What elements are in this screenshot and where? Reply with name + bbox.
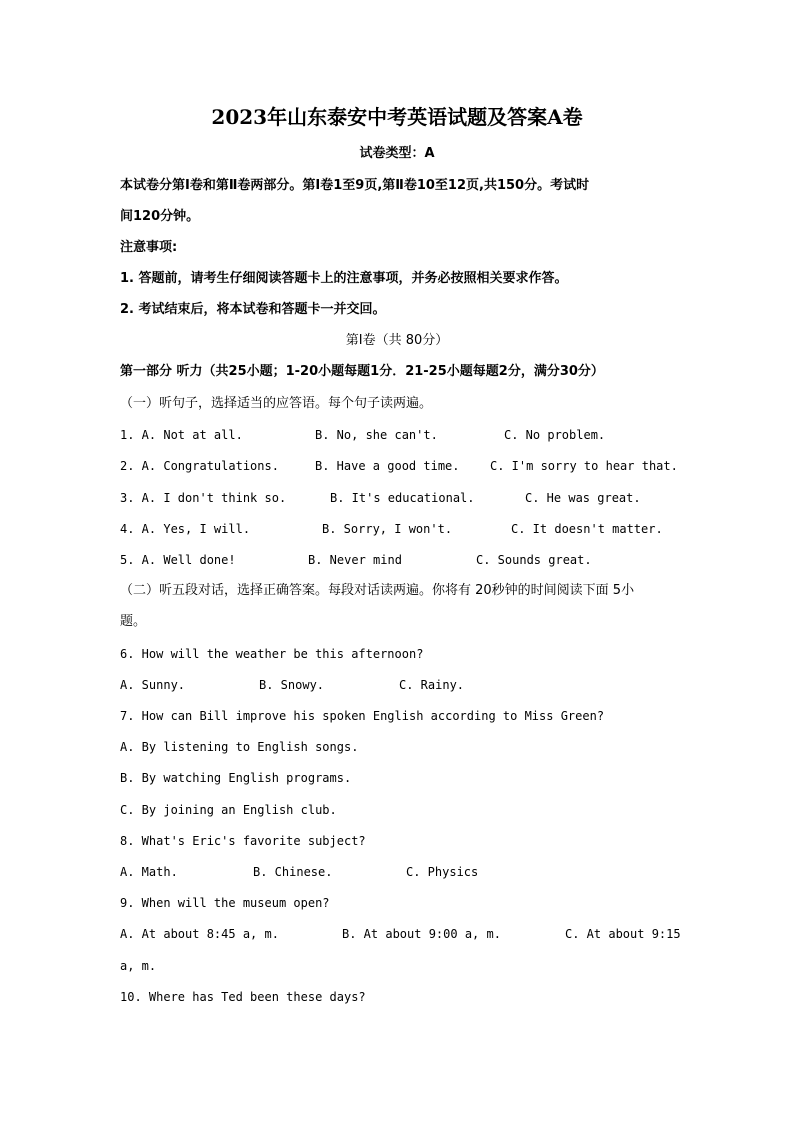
option-c: C. At about 9:15 [565, 927, 681, 941]
sub2-heading-line-1: （二）听五段对话，选择正确答案。每段对话读两遍。你将有 20秒钟的时间阅读下面 5小 [120, 583, 635, 598]
page-title: 2023年山东泰安中考英语试题及答案A卷 [211, 105, 583, 129]
question-7-option-b: B. By watching English programs. [120, 771, 352, 785]
intro-line-2: 间120分钟。 [120, 209, 200, 224]
part1-heading: 第Ⅰ卷（共 80分） [345, 333, 449, 348]
question-2 [120, 458, 720, 474]
question-8-stem: 8. What's Eric's favorite subject? [120, 834, 366, 848]
question-5 [120, 552, 720, 568]
option-c: C. Sounds great. [476, 553, 592, 567]
option-a: 3. A. I don't think so. [120, 491, 287, 505]
option-b: B. Have a good time. [315, 459, 460, 473]
question-3 [120, 490, 720, 506]
question-9-options [120, 926, 680, 942]
sub2-heading-line-2: 题。 [120, 614, 147, 629]
question-7-stem: 7. How can Bill improve his spoken English according to Miss Green? [120, 709, 605, 723]
option-b: B. Snowy. [259, 678, 325, 692]
question-9-stem: 9. When will the museum open? [120, 896, 330, 910]
option-a: A. Math. [120, 865, 178, 879]
notice-item-2: 2. 考试结束后，将本试卷和答题卡一并交回。 [120, 302, 386, 317]
option-a: A. At about 8:45 a, m. [120, 927, 279, 941]
question-6-options [120, 677, 720, 693]
question-7-option-a: A. By listening to English songs. [120, 740, 359, 754]
option-c: C. He was great. [525, 491, 641, 505]
question-8-options [120, 864, 720, 880]
option-c: C. Rainy. [399, 678, 465, 692]
option-a: 1. A. Not at all. [120, 428, 243, 442]
option-c: C. No problem. [504, 428, 606, 442]
question-9-option-c-continued: a, m. [120, 959, 157, 973]
question-7-option-c: C. By joining an English club. [120, 803, 337, 817]
option-a: 4. A. Yes, I will. [120, 522, 251, 536]
question-6-stem: 6. How will the weather be this afternoon? [120, 647, 424, 661]
option-b: B. Never mind [308, 553, 402, 567]
option-b: B. It's educational. [330, 491, 475, 505]
section1-heading: 第一部分 听力（共25小题；1-20小题每题1分．21-25小题每题2分，满分30分） [120, 364, 604, 379]
notice-heading: 注意事项: [120, 240, 178, 255]
option-b: B. At about 9:00 a, m. [342, 927, 501, 941]
paper-type: 试卷类型：A [359, 146, 435, 161]
sub1-heading: （一）听句子，选择适当的应答语。每个句子读两遍。 [120, 396, 433, 411]
option-a: A. Sunny. [120, 678, 186, 692]
question-10-stem: 10. Where has Ted been these days? [120, 990, 366, 1004]
option-a: 5. A. Well done! [120, 553, 236, 567]
question-1 [120, 427, 720, 443]
option-c: C. It doesn't matter. [511, 522, 663, 536]
option-b: B. No, she can't. [315, 428, 438, 442]
option-b: B. Sorry, I won't. [322, 522, 453, 536]
question-4 [120, 521, 720, 537]
option-a: 2. A. Congratulations. [120, 459, 279, 473]
option-b: B. Chinese. [253, 865, 333, 879]
notice-item-1: 1. 答题前，请考生仔细阅读答题卡上的注意事项，并务必按照相关要求作答。 [120, 271, 568, 286]
intro-line-1: 本试卷分第Ⅰ卷和第Ⅱ卷两部分。第Ⅰ卷1至9页,第Ⅱ卷10至12页,共150分。考试时 [120, 178, 590, 193]
option-c: C. Physics [406, 865, 479, 879]
option-c: C. I'm sorry to hear that. [490, 459, 678, 473]
